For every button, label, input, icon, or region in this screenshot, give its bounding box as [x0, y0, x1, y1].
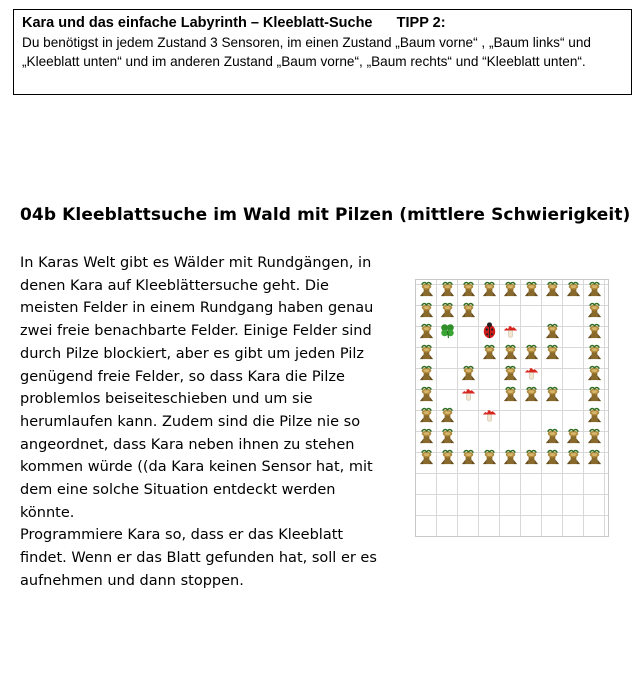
grid-cell	[479, 427, 500, 448]
tree-icon-cell	[416, 280, 437, 301]
grid-cell	[479, 364, 500, 385]
tree-icon-cell	[416, 343, 437, 364]
grid-cell	[437, 490, 458, 511]
tree-icon-cell	[584, 280, 605, 301]
grid-cell	[521, 406, 542, 427]
tree-icon-cell	[521, 280, 542, 301]
grid-cell	[458, 406, 479, 427]
grid-cell	[458, 322, 479, 343]
grid-cell	[500, 301, 521, 322]
tree-icon	[564, 279, 583, 303]
tree-icon-cell	[479, 343, 500, 364]
tree-icon-cell	[542, 322, 563, 343]
grid-cell	[458, 469, 479, 490]
grid-cell	[416, 469, 437, 490]
tree-icon-cell	[437, 448, 458, 469]
leaf-icon-cell	[437, 322, 458, 343]
grid-cell	[542, 364, 563, 385]
grid-cell	[458, 427, 479, 448]
tree-icon-cell	[416, 406, 437, 427]
tree-icon-cell	[416, 364, 437, 385]
kara-world-grid	[415, 279, 609, 537]
tree-icon-cell	[563, 448, 584, 469]
tree-icon-cell	[437, 427, 458, 448]
tree-icon	[585, 447, 604, 471]
tree-icon-cell	[584, 364, 605, 385]
grid-cell	[584, 490, 605, 511]
mushroom-icon	[480, 405, 499, 429]
tree-icon-cell	[542, 427, 563, 448]
tree-icon-cell	[584, 406, 605, 427]
tree-icon	[459, 447, 478, 471]
tree-icon	[543, 279, 562, 303]
tree-icon-cell	[584, 322, 605, 343]
mushroom-icon	[459, 384, 478, 408]
tree-icon-cell	[479, 280, 500, 301]
grid-cell	[521, 427, 542, 448]
tree-icon	[522, 279, 541, 303]
grid-cell	[521, 490, 542, 511]
grid-cell	[584, 469, 605, 490]
tree-icon-cell	[437, 406, 458, 427]
grid-cell	[521, 511, 542, 532]
tree-icon	[501, 384, 520, 408]
tree-icon	[480, 342, 499, 366]
grid-cell	[437, 364, 458, 385]
tree-icon	[543, 447, 562, 471]
tree-icon-cell	[500, 280, 521, 301]
grid-cell	[458, 490, 479, 511]
grid-cell	[416, 490, 437, 511]
tree-icon-cell	[584, 385, 605, 406]
grid-cell	[479, 469, 500, 490]
grid-cell	[563, 301, 584, 322]
tree-icon-cell	[458, 280, 479, 301]
tree-icon-cell	[416, 322, 437, 343]
grid-cell	[437, 469, 458, 490]
grid-cell	[479, 490, 500, 511]
tree-icon	[501, 447, 520, 471]
tree-icon-cell	[542, 448, 563, 469]
tree-icon-cell	[584, 301, 605, 322]
tree-icon-cell	[542, 280, 563, 301]
grid-cell	[479, 301, 500, 322]
section-heading: 04b Kleeblattsuche im Wald mit Pilzen (mittlere Schwierigkeit)	[20, 205, 631, 225]
grid-cell	[521, 322, 542, 343]
tree-icon-cell	[563, 427, 584, 448]
grid-cell	[542, 406, 563, 427]
tree-icon-cell	[458, 448, 479, 469]
tree-icon	[480, 447, 499, 471]
tree-icon-cell	[521, 385, 542, 406]
tree-icon-cell	[563, 280, 584, 301]
tree-icon-cell	[500, 448, 521, 469]
tree-icon-cell	[437, 301, 458, 322]
tree-icon	[459, 300, 478, 324]
tree-icon-cell	[521, 448, 542, 469]
grid-cell	[500, 469, 521, 490]
mushroom-icon-cell	[458, 385, 479, 406]
tree-icon	[480, 279, 499, 303]
tree-icon	[417, 447, 436, 471]
grid-cell	[563, 406, 584, 427]
grid-cell	[479, 385, 500, 406]
tree-icon	[564, 447, 583, 471]
grid-cell	[542, 511, 563, 532]
grid-cell	[437, 385, 458, 406]
tip-title: Kara und das einfache Labyrinth – Kleeblatt-Suche TIPP 2:	[22, 15, 446, 31]
tree-icon-cell	[500, 364, 521, 385]
mushroom-icon-cell	[479, 406, 500, 427]
grid-cell	[563, 364, 584, 385]
tree-icon-cell	[458, 364, 479, 385]
tree-icon	[522, 447, 541, 471]
tree-icon-cell	[437, 280, 458, 301]
tree-icon-cell	[416, 448, 437, 469]
tree-icon-cell	[500, 343, 521, 364]
grid-cell	[416, 511, 437, 532]
grid-cell	[479, 511, 500, 532]
tree-icon-cell	[416, 385, 437, 406]
grid-cell	[500, 511, 521, 532]
grid-cell	[437, 511, 458, 532]
tree-icon-cell	[521, 343, 542, 364]
tree-icon	[501, 279, 520, 303]
grid-cell	[500, 427, 521, 448]
tree-icon-cell	[584, 343, 605, 364]
grid-cell	[584, 511, 605, 532]
grid-cell	[500, 490, 521, 511]
kara-ladybug-icon-cell	[479, 322, 500, 343]
grid-cell	[437, 343, 458, 364]
tree-icon	[522, 384, 541, 408]
grid-cell	[563, 385, 584, 406]
tree-icon-cell	[416, 427, 437, 448]
grid-cell	[521, 301, 542, 322]
grid-cell	[563, 469, 584, 490]
tree-icon-cell	[542, 385, 563, 406]
grid-cell	[563, 343, 584, 364]
task-paragraph-1: In Karas Welt gibt es Wälder mit Rundgängen, in denen Kara auf Kleeblättersuche geht. Die meisten Felder in einem Rundgang haben genau zwei freie benachbarte Felder. Einige Felder sind durch Pilze blockiert, aber es gibt um jeden Pilz genügend freie Felder, so dass Kara die Pilze problemlos beiseiteschieben und um sie herumlaufen kann. Zudem sind die Pilze nie so angeordnet, dass Kara neben ihnen zu stehen kommen würde ((da Kara keinen Sensor hat, mit dem eine solche Situation entdeckt werden könnte.	[20, 255, 374, 521]
tip-text: Du benötigst in jedem Zustand 3 Sensoren, im einen Zustand „Baum vorne“ , „Baum links“ und „Kleeblatt unten“ und im anderen Zustand „Baum vorne“, „Baum rechts“ und “Kleeblatt unten“.	[22, 35, 591, 69]
tree-icon	[543, 384, 562, 408]
grid-cell	[542, 469, 563, 490]
grid-cell	[500, 406, 521, 427]
mushroom-icon-cell	[521, 364, 542, 385]
grid-cell	[458, 511, 479, 532]
tree-icon-cell	[479, 448, 500, 469]
grid-cell	[563, 490, 584, 511]
grid-cell	[458, 343, 479, 364]
tip-box	[13, 9, 632, 95]
tree-icon-cell	[584, 427, 605, 448]
tree-icon-cell	[500, 385, 521, 406]
tree-icon-cell	[416, 301, 437, 322]
tree-icon-cell	[584, 448, 605, 469]
tree-icon-cell	[542, 343, 563, 364]
task-description	[20, 252, 385, 593]
mushroom-icon-cell	[500, 322, 521, 343]
task-paragraph-2: Programmiere Kara so, dass er das Kleeblatt findet. Wenn er das Blatt gefunden hat, soll er es aufnehmen und dann stoppen.	[20, 527, 377, 589]
grid-cell	[542, 490, 563, 511]
tree-icon-cell	[458, 301, 479, 322]
grid-cell	[521, 469, 542, 490]
tree-icon	[543, 342, 562, 366]
leaf-icon	[438, 321, 457, 345]
grid-cell	[542, 301, 563, 322]
tree-icon	[438, 447, 457, 471]
grid-cell	[563, 322, 584, 343]
grid-cell	[563, 511, 584, 532]
